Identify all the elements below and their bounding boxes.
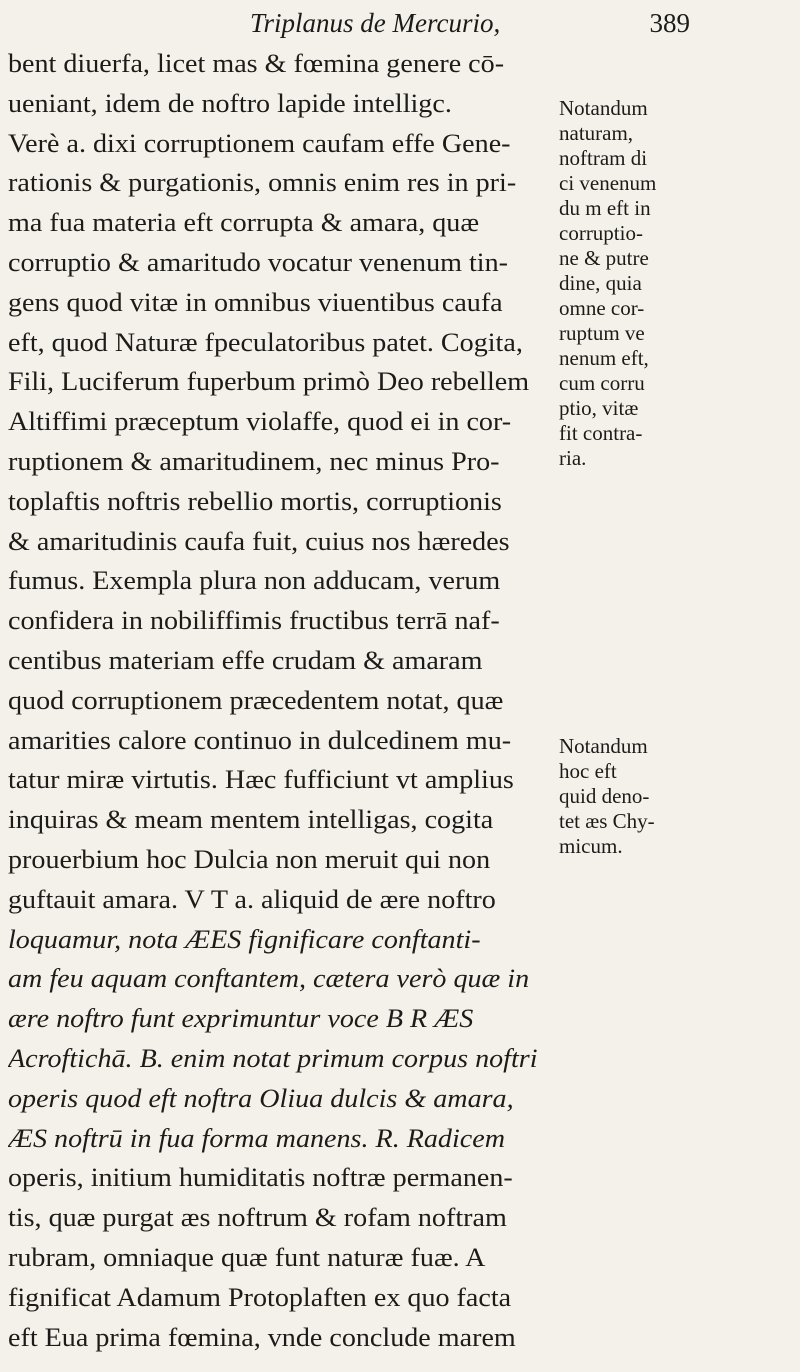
text-line: bent diuerfa, licet mas & fœmina genere cō- [8,48,505,78]
text-line: gens quod vitæ in omnibus viuentibus caufa [8,286,503,317]
text-line: Altiffimi præceptum violaffe, quod ei in cor- [8,406,512,437]
margin-note-aes-chymicum [559,734,789,859]
text-line: loquamur, nota ÆES fignificare conftanti- [8,923,481,954]
text-line: tis, quæ purgat æs noftrum & rofam noftram [8,1202,507,1233]
margin-note-line: omne cor- [559,296,645,320]
text-line: operis, initium humiditatis noftræ permanen- [8,1162,513,1193]
text-line: centibus materiam effe crudam & amaram [8,644,483,675]
text-line: am feu aquam conftantem, cætera verò quæ in [8,963,530,994]
text-line: Verè a. dixi corruptionem caufam effe Gene- [8,127,511,158]
text-line: eft Eua prima fœmina, vnde conclude marem [8,1321,516,1352]
text-line: Acroftichā. B. enim notat primum corpus noftri [8,1042,538,1073]
margin-note-line: du m eft in [559,196,651,220]
running-title: Triplanus de Mercurio, [250,8,501,38]
margin-note-line: naturam, [559,121,634,145]
margin-note-naturam [559,96,789,471]
margin-note-line: corruptio- [559,221,643,245]
text-line: operis quod eft noftra Oliua dulcis & amara, [8,1082,514,1113]
margin-note-line: ruptum ve [559,321,645,345]
margin-note-line: dine, quia [559,271,642,295]
main-text-column [8,44,556,1357]
text-line: ÆS noftrū in fua forma manens. R. Radicem [8,1122,506,1153]
margin-note-line: ne & putre [559,246,649,270]
text-line: inquiras & meam mentem intelligas, cogita [8,804,494,835]
text-line: toplaftis noftris rebellio mortis, corruptionis [8,485,502,516]
text-line: eft, quod Naturæ fpeculatoribus patet. Cogita, [8,326,523,357]
text-line: rationis & purgationis, omnis enim res in pri- [8,167,517,198]
margin-note-line: tet æs Chy- [559,809,655,833]
text-line: guftauit amara. V T a. aliquid de ære noftro [8,883,496,914]
margin-note-line: Notandum [559,96,648,120]
text-line: ruptionem & amaritudinem, nec minus Pro- [8,445,500,476]
text-line: confidera in nobiliffimis fructibus terrā naf- [8,605,500,636]
text-line: ære noftro funt exprimuntur voce B R ÆS [8,1003,474,1034]
margin-note-line: ci venenum [559,171,657,195]
text-line: ueniant, idem de noftro lapide intelligc. [8,87,452,118]
margin-note-line: quid deno- [559,784,650,808]
page-number: 389 [649,8,690,38]
text-line: ma fua materia eft corrupta & amara, quæ [8,207,480,238]
margin-note-line: Notandum [559,734,648,758]
text-line: rubram, omniaque quæ funt naturæ fuæ. A [8,1241,486,1272]
margin-note-line: hoc eft [559,759,617,783]
text-line: amarities calore continuo in dulcedinem mu- [8,724,512,755]
margin-note-line: micum. [559,834,623,858]
margin-note-line: nenum eft, [559,346,649,370]
text-line: & amaritudinis caufa fuit, cuius nos hæredes [8,525,510,556]
margin-note-line: ria. [559,446,587,470]
text-line: Fili, Luciferum fuperbum primò Deo rebellem [8,366,530,397]
text-line: prouerbium hoc Dulcia non meruit qui non [8,843,491,874]
running-header [250,8,690,44]
text-line: quod corruptionem præcedentem notat, quæ [8,684,504,715]
text-line: tatur miræ virtutis. Hæc fufficiunt vt amplius [8,764,514,795]
text-line: corruptio & amaritudo vocatur venenum tin- [8,246,509,277]
text-line: fumus. Exempla plura non adducam, verum [8,565,501,596]
margin-note-line: fit contra- [559,421,643,445]
margin-note-line: cum corru [559,371,645,395]
margin-note-line: noftram di [559,146,648,170]
text-line: fignificat Adamum Protoplaften ex quo facta [8,1281,512,1312]
margin-note-line: ptio, vitæ [559,396,639,420]
